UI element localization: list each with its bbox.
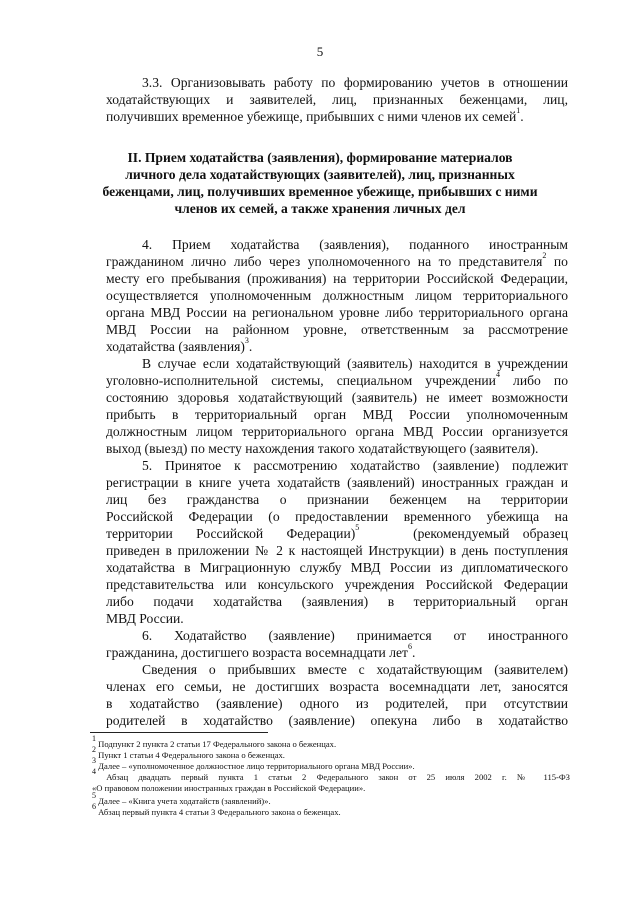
text-line: Сведения о прибывших вместе с ходатайствующим (заявителем) [142, 662, 568, 677]
page-number: 5 [316, 44, 324, 59]
title-line: членов их семей, а также хранения личных дел [174, 201, 466, 216]
text-line: лиц без гражданства о признании беженцем на территории [106, 492, 568, 507]
text-line: представительства или консульского учреждения Российской Федерации [106, 577, 568, 592]
footnote-ref: 2 [542, 251, 547, 261]
footnote: $^2$ Пункт 1 статьи 4 Федерального закона о беженцах. [92, 745, 285, 760]
text-line: приведен в приложении № 2 к настоящей Инструкции) в день поступления [106, 543, 568, 558]
text-line: осуществляется уполномоченным должностным лицом территориального [106, 288, 568, 303]
text-line: 6. Ходатайство (заявление) принимается от иностранного [142, 628, 568, 643]
text-line: родителей в ходатайство (заявление) опекуна либо в ходатайство [106, 713, 568, 728]
text-line: 4. Прием ходатайства (заявления), поданного иностранным [142, 237, 568, 252]
footnote-ref: 3 [244, 336, 249, 346]
text-line: регистрации в книге учета ходатайств (заявлений) иностранных граждан и [106, 475, 568, 490]
footnote-divider [90, 732, 268, 733]
text-line: гражданином лично либо через уполномоченного на то представителя$^2$ по [106, 251, 568, 269]
footnote-ref: 6 [407, 642, 412, 652]
text-line: Российской Федерации (о предоставлении временного убежища на [106, 509, 568, 524]
text-line: ходатайства (заявления)$^3$. [106, 336, 253, 354]
footnote: $^5$ Далее – «Книга учета ходатайств (заявлений)». [92, 791, 271, 806]
footnote: $^6$ Абзац первый пункта 4 статьи 3 Федерального закона о беженцах. [92, 802, 341, 817]
text-line: МВД России. [106, 611, 184, 626]
text-line: МВД России на районном уровне, ответственным за рассмотрение [106, 322, 568, 337]
title-line: II. Прием ходатайства (заявления), формирование материалов [127, 150, 513, 165]
footnote: $^3$ Далее – «уполномоченное должностное лицо территориального органа МВД России». [92, 756, 415, 771]
footnote: $^4$ Абзац двадцать первый пункта 1 статьи 2 Федерального закон от 25 июля 2002 г. № 115-ФЗ [92, 767, 570, 782]
footnote-ref: 1 [516, 106, 521, 116]
text-segment: территории Российской Федерации)$^5$ [106, 523, 360, 541]
title-line: личного дела ходатайствующих (заявителей), лиц, признанных [125, 167, 515, 182]
text-line: прибыть в территориальный орган МВД России уполномоченным [106, 407, 568, 422]
text-line: получивших временное убежище, прибывших с ними членов их семей$^1$. [106, 106, 524, 124]
footnote-ref: 4 [495, 370, 500, 380]
text-line: 3.3. Организовывать работу по формированию учетов в отношении [142, 75, 568, 90]
text-line: либо подачи ходатайства (заявления) в территориальный орган [106, 594, 568, 609]
footnote-continuation: «О правовом положении иностранных граждан в Российской Федерации». [92, 783, 366, 793]
text-segment: (рекомендуемый образец [413, 526, 568, 541]
text-line: выход (выезд) по месту нахождения такого ходатайствующего (заявителя). [106, 441, 539, 456]
text-line: В случае если ходатайствующий (заявитель) находится в учреждении [142, 356, 568, 371]
text-line: ходатайствующих и заявителей, лиц, признанных беженцами, лиц, [106, 92, 568, 107]
text-line: членах его семьи, не достигших возраста восемнадцати лет, заносятся [106, 679, 568, 694]
title-line: беженцами, лиц, получивших временное убежище, прибывших с ними [102, 184, 538, 199]
text-line: ходатайства в Миграционную службу МВД России из дипломатического [106, 560, 568, 575]
text-line: 5. Принятое к рассмотрению ходатайство (заявление) подлежит [142, 458, 568, 473]
text-line: органа МВД России на региональном уровне либо территориального органа [106, 305, 568, 320]
text-line: уголовно-исполнительной системы, специальном учреждении$^4$ либо по [106, 370, 568, 388]
text-line: месту его пребывания (проживания) на территории Российской Федерации, [106, 271, 568, 286]
footnote: $^1$ Подпункт 2 пункта 2 статьи 17 Федерального закона о беженцах. [92, 734, 337, 749]
footnote-ref: 5 [355, 523, 360, 533]
text-line: состоянию здоровья ходатайствующий (заявитель) не имеет возможности [106, 390, 568, 405]
text-line: в ходатайство (заявление) одного из родителей, при отсутствии [106, 696, 568, 711]
text-line: гражданина, достигшего возраста восемнадцати лет$^6$. [106, 642, 416, 660]
text-line: должностным лицом территориального органа МВД России организуется [106, 424, 568, 439]
